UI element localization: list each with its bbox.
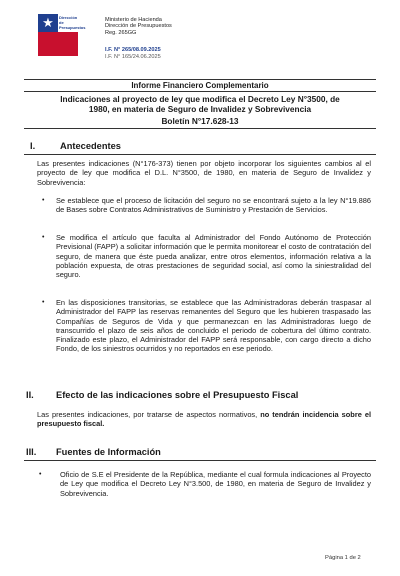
registry-code: Reg. 265GG xyxy=(105,29,137,36)
logo-label: Dirección de Presupuestos xyxy=(59,15,86,30)
report-references xyxy=(105,47,161,61)
logo-red-field xyxy=(38,32,78,56)
bullet-dot: • xyxy=(42,299,45,306)
bullet-dot: • xyxy=(39,471,42,478)
fiscal-effect-paragraph: Las presentes indicaciones, por tratarse de aspectos normativos, no tendrán incidencia sobre el presupuesto fiscal. xyxy=(37,410,372,429)
list-item: En las disposiciones transitorias, se establece que las Administradoras deberán traspasar al Administrador del FAPP las reservas remanentes del Seguro que les hubieren traspasado las Compañías de Seguros de Vida y que permanezcan en las Administradoras luego de transcurrido el plazo de seis años de concluido el periodo de cobertura del último contrato. Finalizado este plazo, el Administrador del FAPP será responsable, con cargo directo a dicho Fondo, de los siniestros ocurridos y no reportados en ese periodo. xyxy=(56,298,371,354)
ministry-name: Ministerio de Hacienda xyxy=(105,17,162,23)
document-page: ★ Dirección de Presupuestos Ministerio de Hacienda Dirección de Presupuestos Reg. 265GG I.F. N° 265/08.09.2025 I.F. N° 165/24.06.2025 Informe Financiero Complementario Indicaciones al proyecto de ley que modifica el Decreto Ley N°3500, de 1980, en materia de Seguro de Invalidez y Sobrevivencia Boletín N°17.628-13 I. Antecedentes Las presentes indicaciones (N°176-373) tienen por objeto incorporar los siguientes cambios al el proyecto de ley que modifica el D.L. N°3500, de 1980, en materia de Seguro de Invalidez y Sobrevivencia: • Se establece que el proceso de licitación del seguro no se encontrará sujeto a la ley N°19.886 de Bases sobre Contratos Administrativos de Suministro y Prestación de Servicios. • Se modifica el artículo que faculta al Administrador del Fondo Autónomo de Protección Previsional (FAPP) a solicitar información que le permita monitorear el costo de contratación del seguro, de manera que éste pueda analizar, entre otros elementos, información relativa a la población expuesta, de otras prestaciones de seguridad social, así como la siniestralidad del seguro. • En las disposiciones transitorias, se establece que las Administradoras deberán traspasar al Administrador del FAPP las reservas remanentes del Seguro que les hubieren traspasado las Compañías de Seguros de Vida y que permanezcan en las Administradoras luego de transcurrido el plazo de seis años de concluido el periodo de cobertura del último contrato. Finalizado este plazo, el Administrador del FAPP será responsable, con cargo directo a dicho Fondo, de los siniestros ocurridos y no reportados en ese periodo. II. Efecto de las indicaciones sobre el Presupuesto Fiscal Las presentes indicaciones, por tratarse de aspectos normativos, no tendrán incidencia sobre el presupuesto fiscal. III. Fuentes de Información • Oficio de S.E el Presidente de la República, mediante el cual formula indicaciones al Proyecto de Ley que modifica el Decreto Ley N°3.500, de 1980, en materia de Seguro de Invalidez y Sobrevivencia. Página 1 de 2 xyxy=(0,0,400,576)
report-number: I.F. N° 265/08.09.2025 xyxy=(105,47,161,53)
list-item: Se establece que el proceso de licitación del seguro no se encontrará sujeto a la ley N°19.886 de Bases sobre Contratos Administrativos de Suministro y Prestación de Servicios. xyxy=(56,196,371,215)
list-item: Se modifica el artículo que faculta al Administrador del Fondo Autónomo de Protección Previsional (FAPP) a solicitar información que le permita monitorear el costo de contratación del seguro, de manera que éste pueda analizar, entre otros elementos, información relativa a la población expuesta, de otras prestaciones de seguridad social, así como la siniestralidad del seguro. xyxy=(56,233,371,280)
government-logo xyxy=(38,14,86,56)
report-title: Indicaciones al proyecto de ley que modifica el Decreto Ley N°3500, de 1980, en materia de Seguro de Invalidez y Sobrevivencia xyxy=(60,94,340,114)
report-type: Informe Financiero Complementario xyxy=(24,81,376,92)
page-number: Página 1 de 2 xyxy=(325,555,361,561)
bullet-dot: • xyxy=(42,197,45,204)
bullet-dot: • xyxy=(42,234,45,241)
section-divider xyxy=(24,154,376,155)
list-item: Oficio de S.E el Presidente de la República, mediante el cual formula indicaciones al Proyecto de Ley que modifica el Decreto Ley N°3.500, de 1980, en materia de Seguro de Invalidez y Sobrevivencia. xyxy=(60,470,371,498)
directorate-name: Dirección de Presupuestos xyxy=(105,23,172,30)
section-divider xyxy=(24,460,376,461)
ministry-header xyxy=(105,17,172,36)
previous-report-number: I.F. N° 165/24.06.2025 xyxy=(105,53,161,60)
intro-paragraph: Las presentes indicaciones (N°176-373) tienen por objeto incorporar los siguientes cambios al el proyecto de ley que modifica el D.L. N°3500, de 1980, en materia de Seguro de Invalidez y Sobrevivencia: xyxy=(37,159,371,187)
star-icon: ★ xyxy=(42,15,54,30)
boletin-number: Boletín N°17.628-13 xyxy=(161,116,239,126)
title-box xyxy=(24,79,376,129)
